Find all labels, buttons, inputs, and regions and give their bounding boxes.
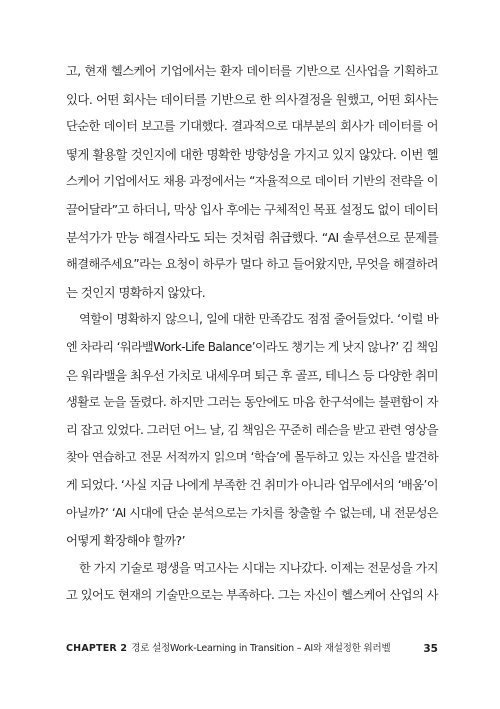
page-footer [66, 641, 438, 657]
text-line: 한 가지 기술로 평생을 먹고사는 시대는 지나갔다. 이제는 전문성을 가지 [79, 560, 438, 575]
text-line: 찾아 연습하고 전문 서적까지 읽으며 ‘학습’에 몰두하고 있는 자신을 발견하 [66, 450, 438, 465]
text-line: 아닐까?’ ‘AI 시대에 단순 분석으로는 가치를 창출할 수 없는데, 내 전문성은 [66, 505, 438, 520]
body-text [66, 58, 438, 610]
text-line: 역할이 명확하지 않으니, 일에 대한 만족감도 점점 줄어들었다. ‘이럴 바 [79, 312, 438, 327]
text-line: 분석가가 만능 해결사라도 되는 것처럼 취급했다. “AI 솔루션으로 문제를 [66, 229, 438, 245]
text-line: 게 되었다. ‘사실 지금 나에게 부족한 건 취미가 아니라 업무에서의 ‘배움’이 [66, 477, 439, 492]
text-line: 있다. 어떤 회사는 데이터를 기반으로 한 의사결정을 원했고, 어떤 회사는 [66, 91, 438, 107]
text-line: 해결해주세요”라는 요청이 하루가 멀다 하고 들어왔지만, 무엇을 해결하려 [66, 257, 438, 272]
text-line: 고 있어도 현재의 기술만으로는 부족하다. 그는 자신이 헬스케어 산업의 사 [66, 588, 438, 603]
chapter-title: 경로 설정Work-Learning in Transition – AI와 재설정한 워러벨 [131, 643, 391, 654]
text-line: 떻게 활용할 것인지에 대한 명확한 방향성을 가지고 있지 않았다. 이번 헬 [66, 146, 438, 162]
text-line: 은 워라밸을 최우선 가치로 내세우며 퇴근 후 골프, 테니스 등 다양한 취미 [66, 367, 438, 383]
text-line: 엔 차라리 ‘워라밸Work-Life Balance’이라도 챙기는 게 낫지 않나?’ 김 책임 [66, 339, 439, 354]
text-line: 고, 현재 헬스케어 기업에서는 환자 데이터를 기반으로 신사업을 기획하고 [66, 64, 438, 78]
text-line: 생활로 눈을 돌렸다. 하지만 그러는 동안에도 마음 한구석에는 불편함이 자 [66, 395, 438, 410]
page-number: 35 [423, 643, 438, 655]
text-line: 단순한 데이터 보고를 기대했다. 결과적으로 대부분의 회사가 데이터를 어 [66, 119, 438, 134]
chapter-label: CHAPTER 2 [66, 643, 128, 654]
text-line: 리 잡고 있었다. 그러던 어느 날, 김 책임은 꾸준히 레슨을 받고 관련 영상을 [66, 422, 439, 437]
text-line: 는 것인지 명확하지 않았다. [66, 284, 206, 300]
text-line: 어떻게 확장해야 할까?’ [66, 533, 185, 549]
text-line: 끌어달라”고 하더니, 막상 입사 후에는 구체적인 목표 설정도 없이 데이터 [66, 201, 438, 217]
text-line: 스케어 기업에서도 채용 과정에서는 “자율적으로 데이터 기반의 전략을 이 [66, 174, 438, 189]
